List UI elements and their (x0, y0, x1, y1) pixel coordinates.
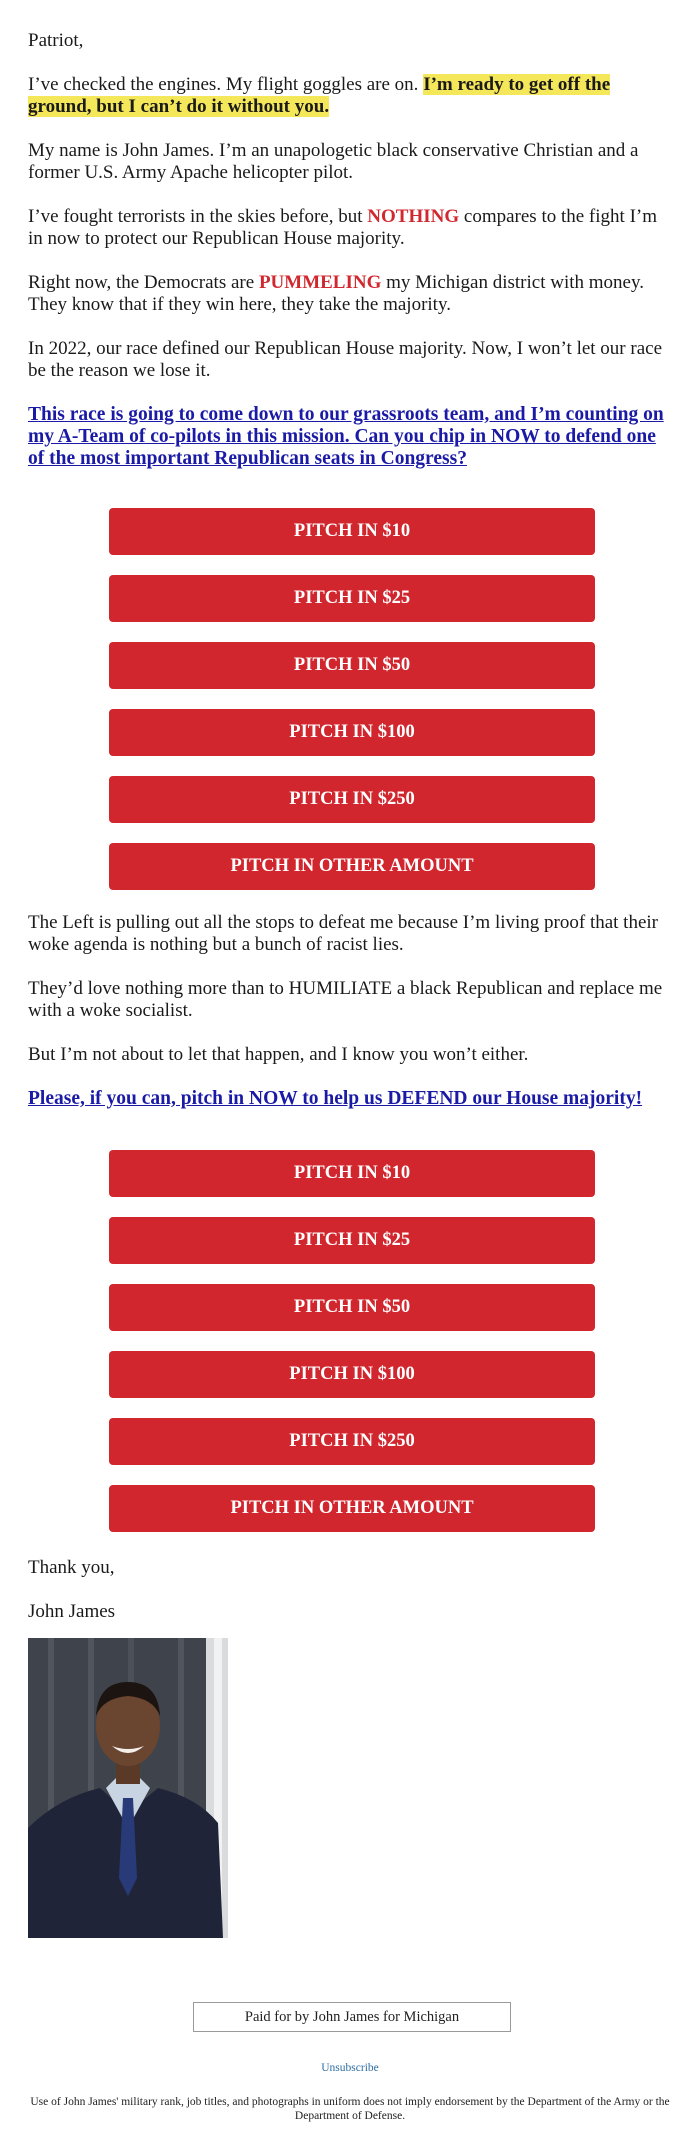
emphasis-pummeling: PUMMELING (258, 272, 382, 293)
donate-250-button[interactable]: PITCH IN $250 (109, 1418, 595, 1465)
donate-100-button[interactable]: PITCH IN $100 (109, 1351, 595, 1398)
paragraph-terrorists-start: I’ve fought terrorists in the skies before, but (28, 206, 368, 227)
signature-name: John James (28, 1601, 116, 1622)
cta-link-grassroots[interactable]: This race is going to come down to our grassroots team, and I’m counting on my A-Team of co-pilots in this mission. Can you chip in NOW to defend one of the most important Republican seats in Congress? (28, 404, 664, 469)
donate-25-button[interactable]: PITCH IN $25 (109, 575, 595, 622)
donate-50-button[interactable]: PITCH IN $50 (109, 642, 595, 689)
emphasis-nothing: NOTHING (367, 206, 460, 227)
paragraph-democrats-start: Right now, the Democrats are (28, 272, 259, 293)
cta-link-defend[interactable]: Please, if you can, pitch in NOW to help us DEFEND our House majority! (28, 1088, 643, 1109)
donate-100-button[interactable]: PITCH IN $100 (109, 709, 595, 756)
highlighted-text: I’m ready to get off the ground, but I can’t do it without you. (28, 74, 611, 117)
portrait-photo (28, 1638, 228, 1938)
donate-buttons-top (28, 508, 672, 910)
greeting: Patriot, (28, 30, 84, 51)
paragraph-democrats (28, 272, 672, 316)
paid-for-box: Paid for by John James for Michigan (193, 2002, 511, 2032)
signoff: Thank you, (28, 1557, 115, 1578)
unsubscribe-link[interactable]: Unsubscribe (321, 2062, 379, 2074)
donate-50-button[interactable]: PITCH IN $50 (109, 1284, 595, 1331)
email-body-middle (28, 912, 672, 1110)
paragraph-humiliate: They’d love nothing more than to HUMILIATE a black Republican and replace me with a woke socialist. (28, 978, 663, 1021)
paragraph-engines-text: I’ve checked the engines. My flight goggles are on. (28, 74, 424, 95)
disclaimer-text: Use of John James' military rank, job titles, and photographs in uniform does not imply endorsement by the Department of the Army or the Department of Defense. (30, 2096, 670, 2122)
unsubscribe-row (0, 2062, 700, 2074)
paragraph-democrats-end: my Michigan district with money. They know that if they win here, they take the majority. (28, 272, 644, 315)
donate-other-button[interactable]: PITCH IN OTHER AMOUNT (109, 1485, 595, 1532)
donate-25-button[interactable]: PITCH IN $25 (109, 1217, 595, 1264)
donate-buttons-bottom (28, 1150, 672, 1552)
paragraph-terrorists-end: compares to the fight I’m in now to protect our Republican House majority. (28, 206, 657, 249)
paragraph-terrorists (28, 206, 672, 250)
donate-other-button[interactable]: PITCH IN OTHER AMOUNT (109, 843, 595, 890)
paragraph-not-happen: But I’m not about to let that happen, and I know you won’t either. (28, 1044, 529, 1065)
email-signoff (28, 1557, 672, 1645)
paragraph-engines (28, 74, 672, 118)
paragraph-2022: In 2022, our race defined our Republican House majority. Now, I won’t let our race be the reason we lose it. (28, 338, 663, 381)
paragraph-intro: My name is John James. I’m an unapologetic black conservative Christian and a former U.S. Army Apache helicopter pilot. (28, 140, 639, 183)
donate-10-button[interactable]: PITCH IN $10 (109, 1150, 595, 1197)
email-body-top (28, 30, 672, 470)
donate-10-button[interactable]: PITCH IN $10 (109, 508, 595, 555)
donate-250-button[interactable]: PITCH IN $250 (109, 776, 595, 823)
paragraph-left: The Left is pulling out all the stops to defeat me because I’m living proof that their woke agenda is nothing but a bunch of racist lies. (28, 912, 658, 955)
